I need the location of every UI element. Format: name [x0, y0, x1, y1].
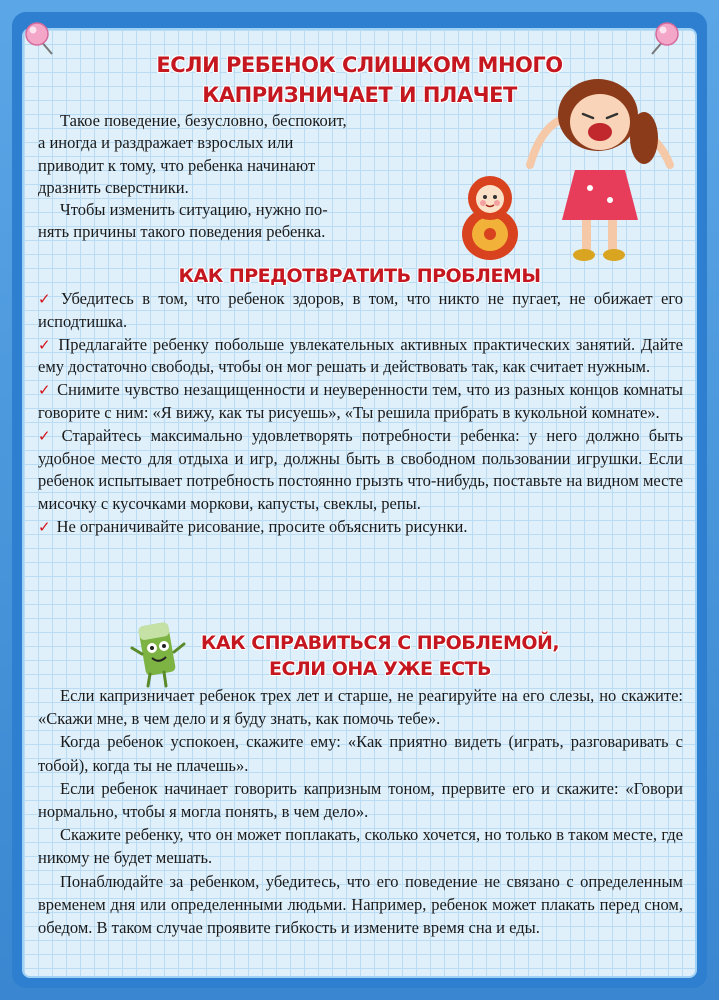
section-heading-prevent: КАК ПРЕДОТВРАТИТЬ ПРОБЛЕМЫ — [178, 265, 541, 287]
list-item — [38, 516, 683, 539]
matryoshka-doll-illustration — [455, 172, 525, 262]
page-title-line: ЕСЛИ РЕБЕНОК СЛИШКОМ МНОГО — [156, 53, 563, 77]
tip-text: Старайтесь максимально удовлетворять потребности ребенка: у него должно быть удобное место для отдыха и игр, должны быть в свободном пользовании игрушки. Если ребенок испытывает потребность постоянно грызть что-нибудь, поставьте на видном месте мисочку с кусочками моркови, капусты, свеклы, репы. — [38, 425, 683, 514]
paragraph: Когда ребенок успокоен, скажите ему: «Как приятно видеть (играть, разговаривать с тобой), когда ты не плачешь». — [38, 732, 683, 775]
intro-line: дразнить сверстники. — [38, 177, 189, 197]
checkmark-icon: ✓ — [38, 517, 51, 536]
intro-line: а иногда и раздражает взрослых или — [38, 133, 294, 153]
solution-text — [38, 684, 683, 939]
section-heading-solve — [170, 630, 590, 682]
intro-line: Чтобы изменить ситуацию, нужно по- — [60, 200, 328, 220]
intro-line: приводит к тому, что ребенка начинают — [38, 155, 316, 175]
section-heading-line: КАК СПРАВИТЬСЯ С ПРОБЛЕМОЙ, — [200, 632, 560, 654]
tip-text: Не ограничивайте рисование, просите объяснить рисунки. — [56, 516, 468, 536]
checkmark-icon: ✓ — [38, 335, 53, 354]
list-item — [38, 425, 683, 516]
checkmark-icon: ✓ — [38, 426, 56, 445]
paragraph: Если капризничает ребенок трех лет и старше, не реагируйте на его слезы, но скажите: «Скажи мне, в чем дело и я буду знать, как помочь тебе». — [38, 686, 683, 729]
checkmark-icon: ✓ — [38, 290, 55, 308]
intro-text — [38, 110, 418, 244]
crying-girl-illustration — [520, 70, 680, 270]
section-heading-line: ЕСЛИ ОНА УЖЕ ЕСТЬ — [269, 658, 491, 680]
list-item — [38, 288, 683, 334]
paragraph: Если ребенок начинает говорить капризным тоном, прервите его и скажите: «Говори нормально, чтобы я могла понять, в чем дело». — [38, 778, 683, 822]
intro-line: Такое поведение, безусловно, беспокоит, — [60, 111, 347, 130]
intro-line: нять причины такого поведения ребенка. — [38, 222, 326, 242]
list-item — [38, 379, 683, 425]
prevention-tips — [38, 288, 683, 539]
list-item — [38, 334, 683, 380]
paragraph: Скажите ребенку, что он может поплакать, сколько хочется, но только в таком месте, где никому не будет мешать. — [38, 825, 683, 868]
paragraph: Понаблюдайте за ребенком, убедитесь, что его поведение не связано с определенным временем дня или определенными людьми. Например, ребенок может плакать перед сном, обедом. В таком случае проявите гибкость и измените время сна и еды. — [38, 871, 683, 938]
checkmark-icon: ✓ — [38, 381, 52, 400]
tip-text: Снимите чувство незащищенности и неуверенности тем, что из разных концов комнаты говорите с ним: «Я вижу, как ты рисуешь», «Ты решила прибрать в кукольной комнате». — [38, 380, 683, 422]
page-title-line: КАПРИЗНИЧАЕТ И ПЛАЧЕТ — [202, 83, 517, 107]
tip-text: Убедитесь в том, что ребенок здоров, в том, что никто не пугает, не обижает его исподтишка. — [38, 289, 683, 331]
tip-text: Предлагайте ребенку побольше увлекательных активных практических занятий. Дайте ему достаточно свободы, чтобы он мог решать и действовать так, как считает нужным. — [38, 334, 683, 377]
